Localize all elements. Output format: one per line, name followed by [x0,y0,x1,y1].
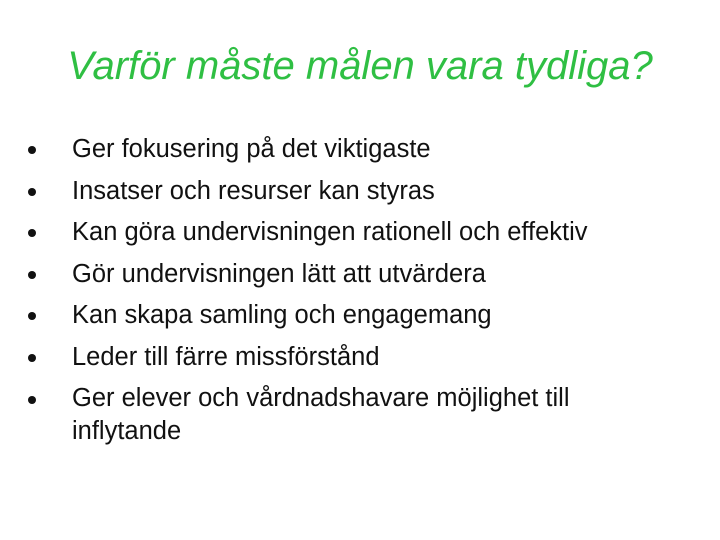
bullet-item [24,378,632,448]
slide-title: Varför måste målen vara tydliga? [67,44,653,88]
bullet-dot-icon [28,396,36,404]
bullet-dot-icon [28,146,36,154]
bullet-item [24,295,694,337]
bullet-item [24,254,694,296]
bullet-dot-icon [28,271,36,279]
bullet-text: Gör undervisningen lätt att utvärdera [72,259,486,288]
bullet-dot-icon [28,229,36,237]
bullet-text: Insatser och resurser kan styras [72,176,435,205]
bullet-item [24,129,694,171]
bullet-dot-icon [28,354,36,362]
bullet-dot-icon [28,188,36,196]
bullet-item [24,337,694,379]
bullet-dot-icon [28,312,36,320]
bullet-text: Kan skapa samling och engagemang [72,301,492,329]
bullet-text: Leder till färre missförstånd [72,342,380,371]
bullet-item [24,212,694,254]
bullet-text: Ger fokusering på det viktigaste [72,135,431,163]
bullet-list [24,129,694,448]
bullet-text: Kan göra undervisningen rationell och effektiv [72,218,588,246]
bullet-text: Ger elever och vårdnadshavare möjlighet till inflytande [72,384,570,445]
bullet-item [24,171,694,213]
